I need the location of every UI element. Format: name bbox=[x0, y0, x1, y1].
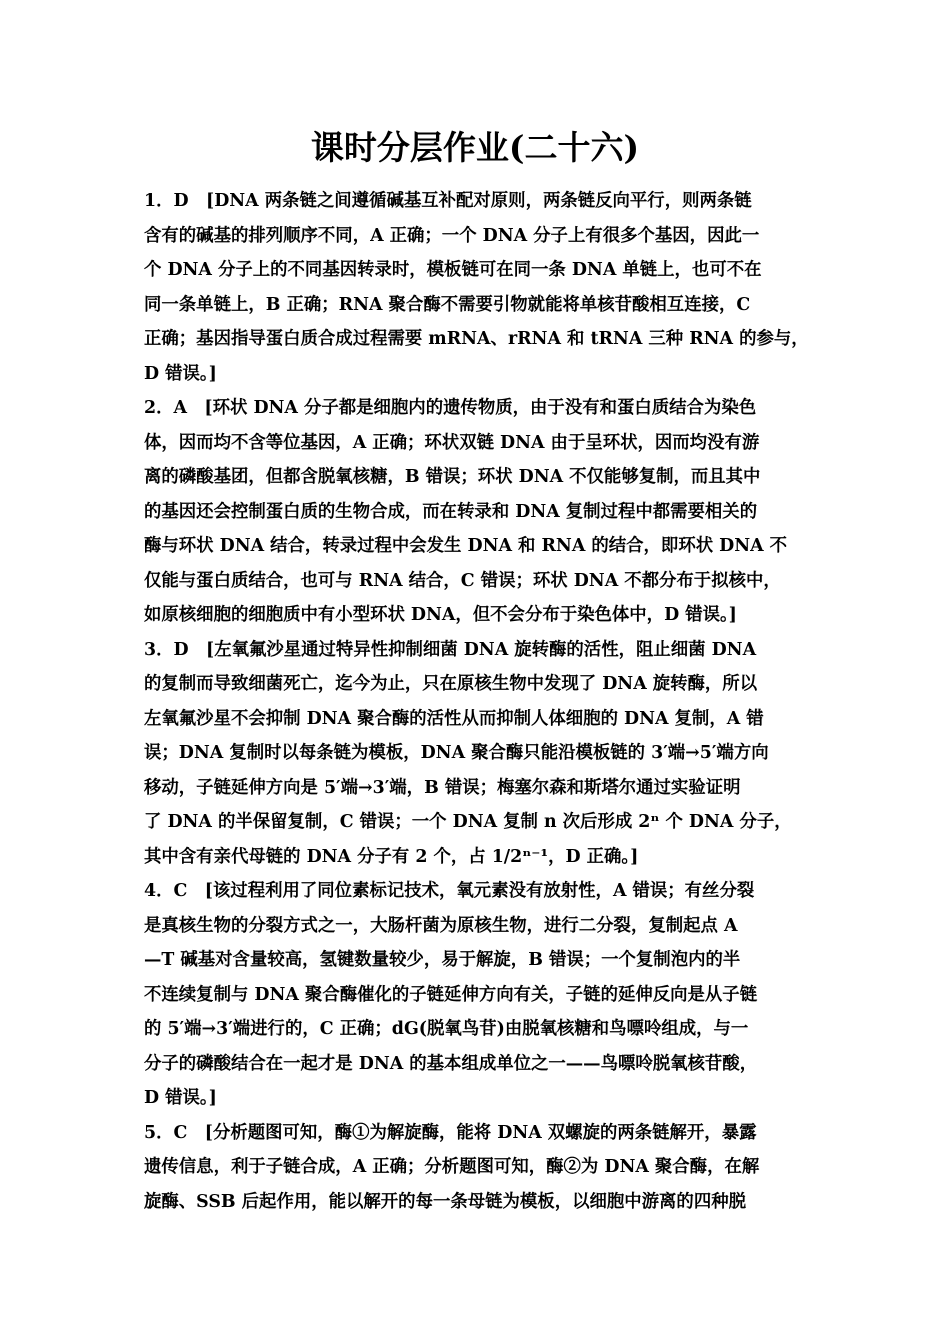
answer-line: 3．D [左氧氟沙星通过特异性抑制细菌 DNA 旋转酶的活性，阻止细菌 DNA bbox=[144, 639, 757, 660]
answer-line: 离的磷酸基团，但都含脱氧核糖，B 错误；环状 DNA 不仅能够复制，而且其中 bbox=[144, 467, 761, 487]
answer-line: 不连续复制与 DNA 聚合酶催化的子链延伸方向有关，子链的延伸反向是从子链 bbox=[144, 984, 758, 1005]
answer-1 bbox=[144, 184, 812, 391]
answer-line: 遗传信息，利于子链合成，A 正确；分析题图可知，酶②为 DNA 聚合酶，在解 bbox=[144, 1157, 760, 1177]
answer-line: —T 碱基对含量较高，氢键数量较少，易于解旋，B 错误；一个复制泡内的半 bbox=[144, 950, 741, 970]
answer-line: 个 DNA 分子上的不同基因转录时，模板链可在同一条 DNA 单链上，也可不在 bbox=[144, 260, 762, 280]
answer-line: 正确；基因指导蛋白质合成过程需要 mRNA、rRNA 和 tRNA 三种 RNA 的参与， bbox=[144, 329, 809, 349]
answer-line: 的 5′端→3′端进行的，C 正确；dG(脱氧鸟苷)由脱氧核糖和鸟嘌呤组成，与一 bbox=[144, 1019, 749, 1039]
answer-line: 同一条单链上，B 正确；RNA 聚合酶不需要引物就能将单核苷酸相互连接，C bbox=[144, 294, 751, 315]
answer-line: 含有的碱基的排列顺序不同，A 正确；一个 DNA 分子上有很多个基因，因此一 bbox=[144, 225, 760, 246]
answer-line: 移动，子链延伸方向是 5′端→3′端，B 错误；梅塞尔森和斯塔尔通过实验证明 bbox=[144, 777, 741, 798]
answer-5 bbox=[144, 1116, 812, 1220]
answer-2 bbox=[144, 391, 812, 633]
answer-line: 误；DNA 复制时以每条链为模板，DNA 聚合酶只能沿模板链的 3′端→5′端方向 bbox=[144, 743, 769, 763]
answer-line: 如原核细胞的细胞质中有小型环状 DNA，但不会分布于染色体中，D 错误。] bbox=[144, 605, 737, 625]
answer-line: 2．A [环状 DNA 分子都是细胞内的遗传物质，由于没有和蛋白质结合为染色 bbox=[144, 398, 757, 418]
answer-line: D 错误。] bbox=[144, 1088, 217, 1108]
answer-line: 酶与环状 DNA 结合，转录过程中会发生 DNA 和 RNA 的结合，即环状 DNA 不 bbox=[144, 536, 788, 556]
answer-line: 旋酶、SSB 后起作用，能以解开的每一条母链为模板，以细胞中游离的四种脱 bbox=[144, 1191, 746, 1212]
answer-line: 1．D [DNA 两条链之间遵循碱基互补配对原则，两条链反向平行，则两条链 bbox=[144, 191, 752, 211]
answer-line: 是真核生物的分裂方式之一，大肠杆菌为原核生物，进行二分裂，复制起点 A bbox=[144, 915, 738, 936]
answer-line: 仅能与蛋白质结合，也可与 RNA 结合，C 错误；环状 DNA 不都分布于拟核中， bbox=[144, 570, 781, 591]
answer-3 bbox=[144, 633, 812, 875]
answer-line: 左氧氟沙星不会抑制 DNA 聚合酶的活性从而抑制人体细胞的 DNA 复制，A 错 bbox=[144, 708, 764, 729]
answer-line: 分子的磷酸结合在一起才是 DNA 的基本组成单位之一——鸟嘌呤脱氧核苷酸， bbox=[144, 1053, 758, 1074]
answer-list bbox=[144, 184, 812, 1219]
answer-line: D 错误。] bbox=[144, 363, 217, 384]
answer-line: 4．C [该过程利用了同位素标记技术，氧元素没有放射性，A 错误；有丝分裂 bbox=[144, 881, 755, 901]
answer-4 bbox=[144, 874, 812, 1116]
answer-line: 的复制而导致细菌死亡，迄今为止，只在原核生物中发现了 DNA 旋转酶，所以 bbox=[144, 674, 758, 694]
answer-line: 的基因还会控制蛋白质的生物合成，而在转录和 DNA 复制过程中都需要相关的 bbox=[144, 501, 758, 522]
page-title: 课时分层作业(二十六) bbox=[310, 128, 640, 167]
answer-line: 其中含有亲代母链的 DNA 分子有 2 个，占 1/2ⁿ⁻¹，D 正确。] bbox=[144, 846, 639, 867]
answer-line: 5．C [分析题图可知，酶①为解旋酶，能将 DNA 双螺旋的两条链解开，暴露 bbox=[144, 1122, 757, 1143]
answer-line: 体，因而均不含等位基因，A 正确；环状双链 DNA 由于呈环状，因而均没有游 bbox=[144, 432, 760, 453]
answer-line: 了 DNA 的半保留复制，C 错误；一个 DNA 复制 n 次后形成 2ⁿ 个 DNA 分子， bbox=[144, 812, 792, 832]
